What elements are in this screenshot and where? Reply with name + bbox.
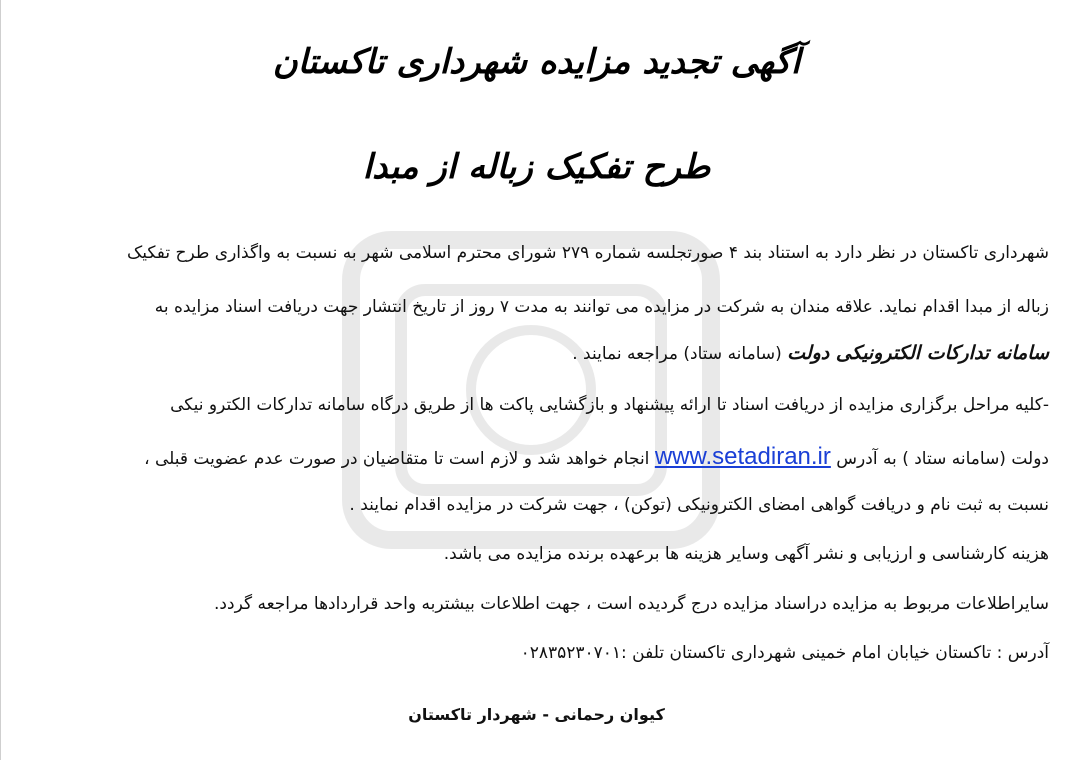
paragraph-1-line-1: شهرداری تاکستان در نظر دارد به استناد بند ۴ صورتجلسه شماره ۲۷۹ شورای محترم اسلامی شهر به نسبت به واگذاری طرح تفکیک [127,243,1049,263]
signature: کیوان رحمانی - شهردار تاکستان [408,705,665,724]
paragraph-4: سایراطلاعات مربوط به مزایده دراسناد مزایده درج گردیده است ، جهت اطلاعات بیشتربه واحد قراردادها مراجعه گردد. [214,594,1049,614]
paragraph-1-line-3 [23,342,1049,364]
setadiran-link[interactable]: www.setadiran.ir [654,443,831,470]
page-title: آگهی تجدید مزایده شهرداری تاکستان [272,42,801,82]
paragraph-1-line-3-rest: (سامانه ستاد) مراجعه نمایند . [572,344,788,364]
paragraph-2-line-2-end: انجام خواهد شد و لازم است تا متقاضیان در صورت عدم عضویت قبلی ، [144,449,650,469]
address-line: آدرس : تاکستان خیابان امام خمینی شهرداری تاکستان تلفن :۰۲۸۳۵۲۳۰۷۰۱ [520,643,1049,663]
paragraph-2-line-1: -کلیه مراحل برگزاری مزایده از دریافت اسناد تا ارائه پیشنهاد و بازگشایی پاکت ها از طریق درگاه سامانه تدارکات الکترو نیکی [170,395,1049,415]
paragraph-3: هزینه کارشناسی و ارزیابی و نشر آگهی وسایر هزینه ها برعهده برنده مزایده می باشد. [443,544,1049,564]
paragraph-1-line-2: زباله از مبدا اقدام نماید. علاقه مندان به شرکت در مزایده می توانند به مدت ۷ روز از تاریخ انتشار جهت دریافت اسناد مزایده به [154,297,1049,317]
paragraph-2-line-2-start: دولت (سامانه ستاد ) به آدرس [836,449,1049,469]
paragraph-2-line-2 [23,443,1049,471]
paragraph-2-line-3: نسبت به ثبت نام و دریافت گواهی امضای الکترونیکی (توکن) ، جهت شرکت در مزایده اقدام نمایند . [349,495,1049,515]
page-subtitle: طرح تفکیک زباله از مبدا [362,147,711,187]
setad-system-name: سامانه تدارکات الکترونیکی دولت [787,342,1049,364]
